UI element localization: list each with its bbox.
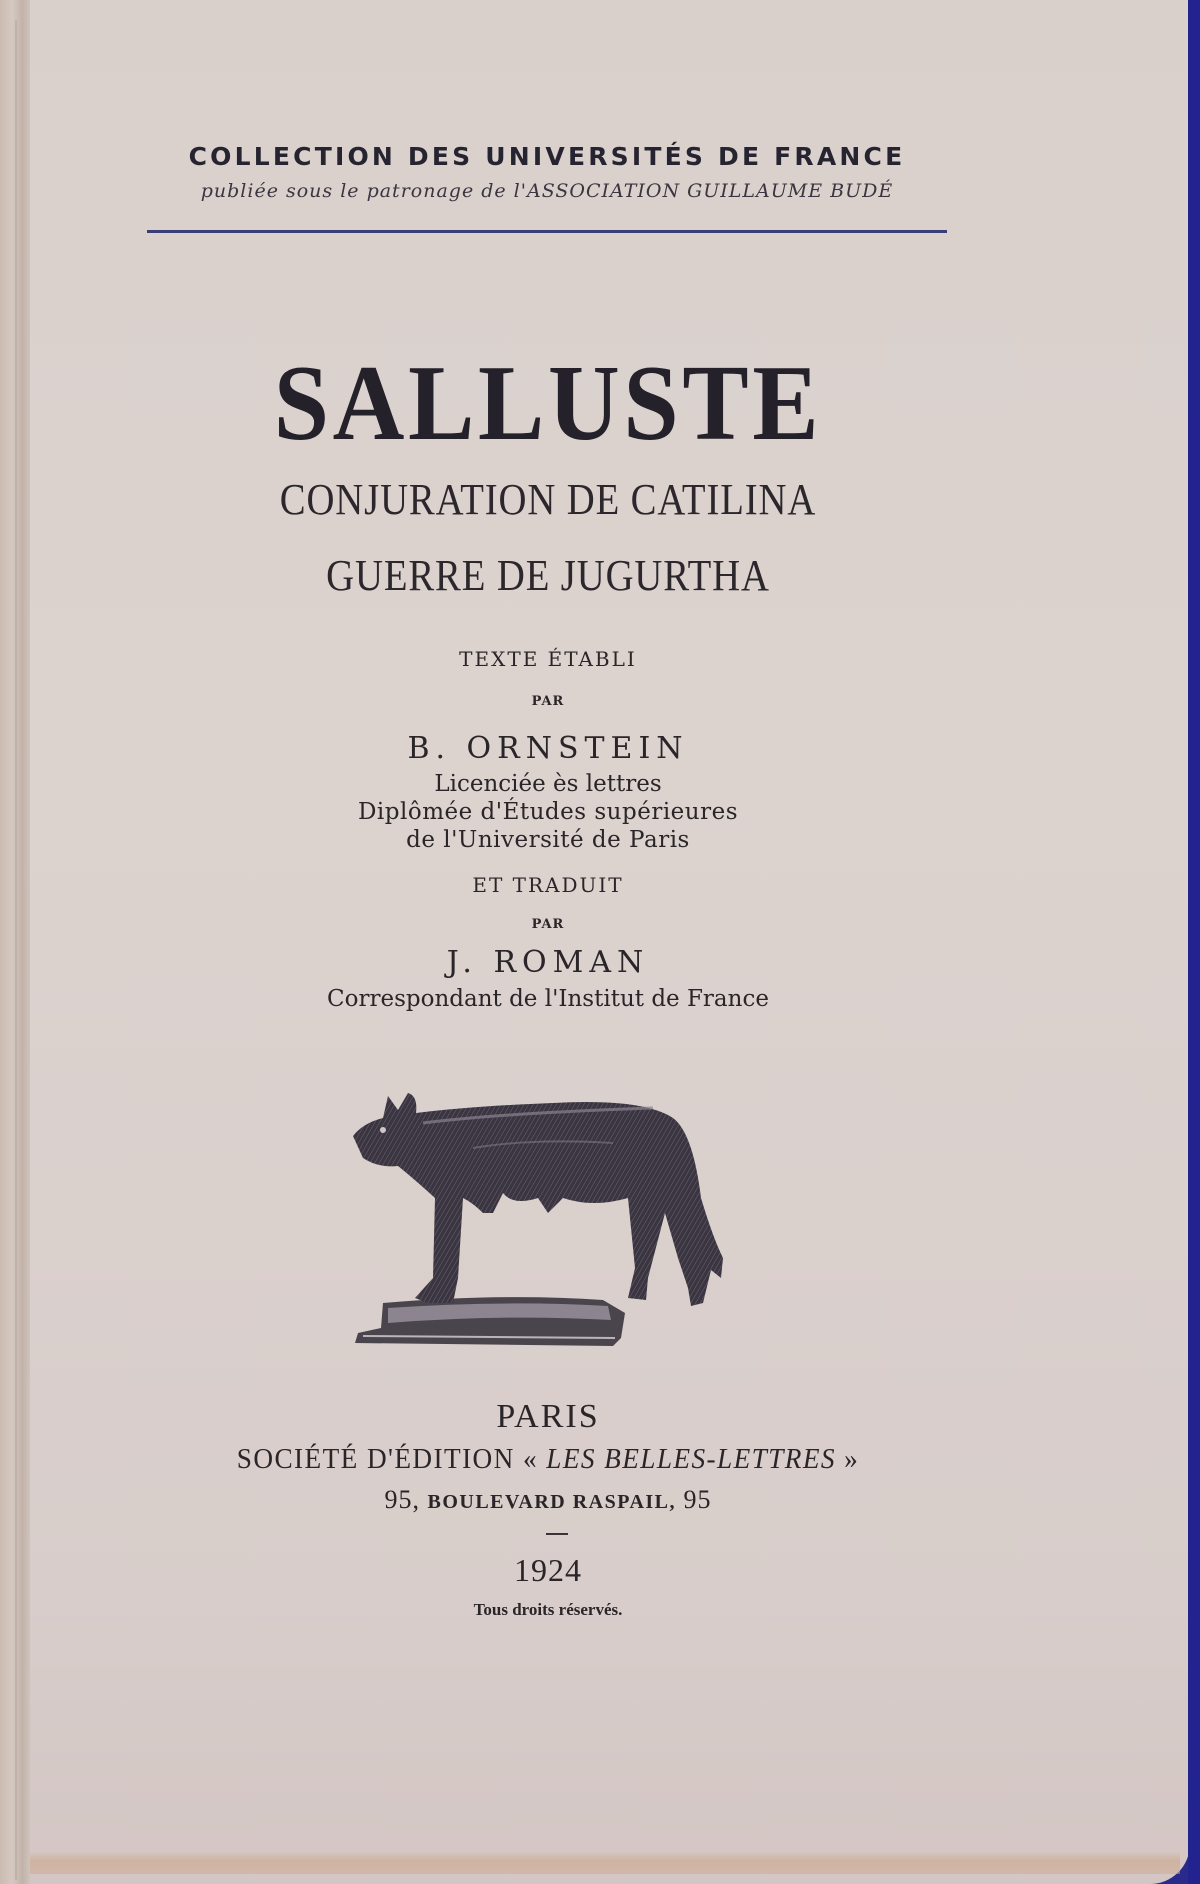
publisher-suffix: » <box>835 1443 860 1475</box>
address-street: BOULEVARD RASPAIL, <box>427 1491 677 1513</box>
by-label-1: PAR <box>531 694 565 709</box>
page-edge-stain <box>30 1852 1180 1874</box>
series-title: COLLECTION DES UNIVERSITÉS DE FRANCE <box>188 142 906 171</box>
editor-credential-1: Licenciée ès lettres <box>434 771 662 797</box>
by-label-2: PAR <box>531 917 565 932</box>
address-number-2: 95 <box>683 1485 712 1514</box>
header-rule <box>147 230 947 233</box>
work-title-2: GUERRE DE JUGURTHA <box>326 551 770 600</box>
translated-label: ET TRADUIT <box>472 873 624 897</box>
publisher-name: LES BELLES-LETTRES <box>546 1443 836 1475</box>
work-title-1: CONJURATION DE CATILINA <box>279 475 817 524</box>
translator-title: Correspondant de l'Institut de France <box>327 986 769 1012</box>
address-number-1: 95, <box>384 1485 420 1514</box>
publication-year: 1924 <box>514 1552 582 1588</box>
rights-notice: Tous droits réservés. <box>473 1600 623 1619</box>
editor-credential-3: de l'Université de Paris <box>406 827 690 853</box>
author-title: SALLUSTE <box>273 344 823 463</box>
text-established-label: TEXTE ÉTABLI <box>459 647 637 671</box>
translator-name: J. ROMAN <box>446 945 650 980</box>
publisher-prefix: SOCIÉTÉ D'ÉDITION « <box>236 1443 547 1475</box>
imprint-city: PARIS <box>496 1398 600 1435</box>
publisher-line <box>0 1443 1112 1476</box>
editor-credential-2: Diplômée d'Études supérieures <box>357 799 739 825</box>
publisher-address <box>0 1485 1148 1515</box>
series-patronage: publiée sous le patronage de l'ASSOCIATION GUILLAUME BUDÉ <box>200 180 894 202</box>
background-surface <box>1188 0 1200 1884</box>
capitoline-wolf-icon <box>353 1088 743 1353</box>
separator-dash <box>546 1533 568 1535</box>
editor-name: B. ORNSTEIN <box>407 731 689 766</box>
